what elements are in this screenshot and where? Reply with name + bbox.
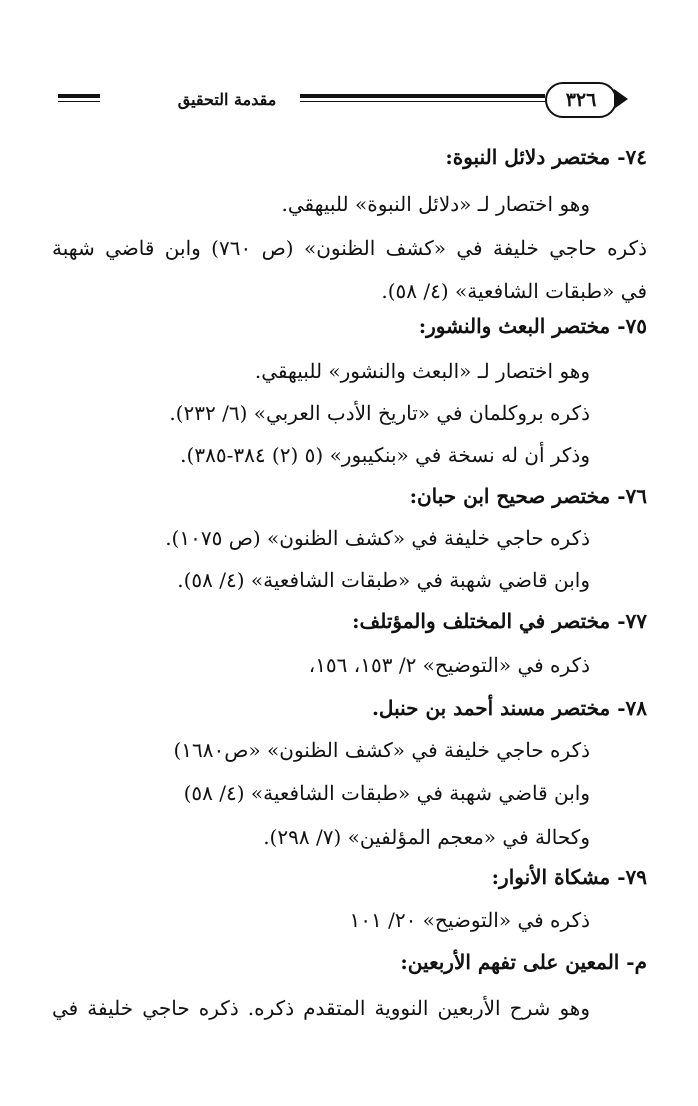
body-line: ذكره في «التوضيح» ٢/ ١٥٣، ١٥٦، [308, 653, 590, 677]
entry-heading: ٧٧- مختصر في المختلف والمؤتلف: [352, 609, 647, 633]
body-line: ذكره حاجي خليفة في «كشف الظنون» (ص ٧٦٠) وابن قاضي شهبة [52, 236, 648, 260]
body-line: وهو اختصار لـ «دلائل النبوة» للبيهقي. [281, 192, 590, 216]
body-line: ذكره حاجي خليفة في «كشف الظنون» «ص١٦٨٠) [173, 738, 590, 762]
body-line: ذكره حاجي خليفة في «كشف الظنون» (ص ١٠٧٥). [165, 526, 590, 550]
body-line: في «طبقات الشافعية» (٤/ ٥٨). [381, 279, 647, 303]
page-number: ٣٢٦ [545, 82, 617, 118]
entry-heading: م- المعين على تفهم الأربعين: [400, 950, 647, 974]
entry-heading: ٧٨- مختصر مسند أحمد بن حنبل. [371, 696, 647, 720]
body-line: وابن قاضي شهبة في «طبقات الشافعية» (٤/ ٥٨). [177, 568, 590, 592]
entry-heading: ٧٥- مختصر البعث والنشور: [418, 314, 647, 338]
body-line: وهو اختصار لـ «البعث والنشور» للبيهقي. [254, 359, 590, 383]
body-line: وابن قاضي شهبة في «طبقات الشافعية» (٤/ ٥٨) [183, 781, 590, 805]
entry-heading: ٧٩- مشكاة الأنوار: [491, 865, 647, 889]
running-title: مقدمة التحقيق [177, 90, 277, 109]
header-rule [300, 101, 545, 102]
body-line: وذكر أن له نسخة في «بنكيبور» (٥ (٢) ٣٨٤-٣٨٥). [180, 443, 590, 467]
body-line: ذكره بروكلمان في «تاريخ الأدب العربي» (٦/ ٢٣٢). [169, 401, 590, 425]
body-line: وكحالة في «معجم المؤلفين» (٧/ ٢٩٨). [263, 825, 590, 849]
header-ornament [614, 89, 628, 109]
header-rule [58, 94, 100, 98]
body-line: وهو شرح الأربعين النووية المتقدم ذكره. ذكره حاجي خليفة في [52, 996, 590, 1020]
header-rule [58, 101, 100, 102]
running-header [58, 80, 641, 120]
entry-heading: ٧٤- مختصر دلائل النبوة: [445, 145, 647, 169]
body-line: ذكره في «التوضيح» ٢٠/ ١٠١ [349, 908, 590, 932]
header-rule [300, 94, 545, 98]
entry-heading: ٧٦- مختصر صحيح ابن حبان: [409, 484, 647, 508]
